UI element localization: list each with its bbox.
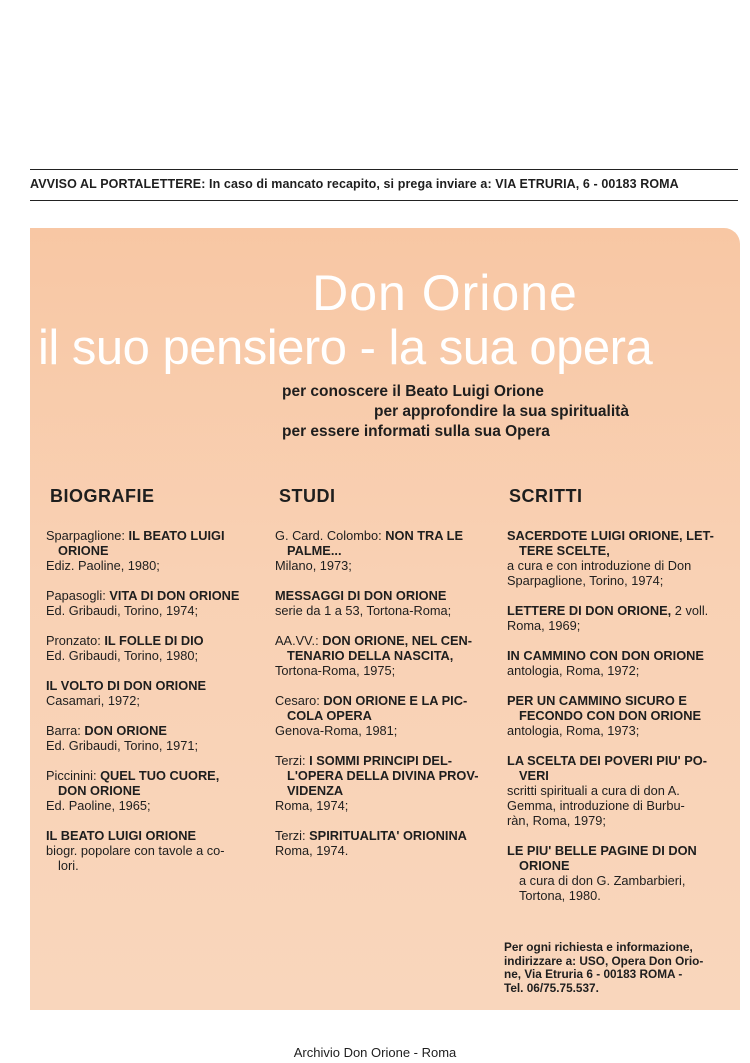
list-item: PER UN CAMMINO SICURO E FECONDO CON DON ORIONE antologia, Roma, 1973;	[507, 693, 702, 738]
tagline-2: per approfondire la sua spiritualità	[374, 403, 629, 420]
list-item: LA SCELTA DEI POVERI PIU' PO- VERI scritti spirituali a cura di don A. Gemma, introduzione di Burbu- ràn, Roma, 1979;	[507, 753, 707, 828]
list-item: IN CAMMINO CON DON ORIONE antologia, Roma, 1972;	[507, 648, 704, 678]
list-item: Terzi: I SOMMI PRINCIPI DEL- L'OPERA DELLA DIVINA PROV- VIDENZA Roma, 1974;	[275, 753, 479, 813]
biografie-column	[46, 528, 258, 888]
tagline-1: per conoscere il Beato Luigi Orione	[282, 383, 544, 400]
list-item: LETTERE DI DON ORIONE, 2 voll. Roma, 1969;	[507, 603, 709, 633]
list-item: Cesaro: DON ORIONE E LA PIC- COLA OPERA Genova-Roma, 1981;	[275, 693, 468, 738]
list-item: IL VOLTO DI DON ORIONE Casamari, 1972;	[46, 678, 206, 708]
scritti-column	[507, 528, 719, 918]
main-title: Don Orione	[312, 265, 578, 321]
studi-column	[275, 528, 487, 873]
postal-notice: AVVISO AL PORTALETTERE: In caso di mancato recapito, si prega inviare a: VIA ETRURIA, 6 - 00183 ROMA	[30, 177, 679, 191]
list-item: SACERDOTE LUIGI ORIONE, LET- TERE SCELTE, a cura e con introduzione di Don Sparpaglione, Torino, 1974;	[507, 528, 714, 588]
archive-footer: Archivio Don Orione - Roma	[293, 1045, 457, 1060]
tagline-3: per essere informati sulla sua Opera	[282, 423, 550, 440]
subtitle: il suo pensiero - la sua opera	[38, 321, 653, 375]
list-item: MESSAGGI DI DON ORIONE serie da 1 a 53, Tortona-Roma;	[275, 588, 452, 618]
heading-scritti: SCRITTI	[509, 486, 583, 506]
list-item: Sparpaglione: IL BEATO LUIGI ORIONE Ediz. Paoline, 1980;	[46, 528, 225, 573]
list-item: AA.VV.: DON ORIONE, NEL CEN- TENARIO DELLA NASCITA, Tortona-Roma, 1975;	[275, 633, 472, 678]
list-item: Pronzato: IL FOLLE DI DIO Ed. Gribaudi, Torino, 1980;	[46, 633, 204, 663]
list-item: Barra: DON ORIONE Ed. Gribaudi, Torino, 1971;	[46, 723, 199, 753]
top-rule	[30, 169, 738, 170]
heading-studi: STUDI	[279, 486, 336, 506]
list-item: Papasogli: VITA DI DON ORIONE Ed. Gribaudi, Torino, 1974;	[46, 588, 240, 618]
list-item: G. Card. Colombo: NON TRA LE PALME... Milano, 1973;	[275, 528, 463, 573]
promo-panel	[30, 228, 740, 1010]
list-item: Piccinini: QUEL TUO CUORE, DON ORIONE Ed. Paoline, 1965;	[46, 768, 220, 813]
list-item: LE PIU' BELLE PAGINE DI DON ORIONE a cura di don G. Zambarbieri, Tortona, 1980.	[507, 843, 697, 903]
heading-biografie: BIOGRAFIE	[50, 486, 155, 506]
list-item: Terzi: SPIRITUALITA' ORIONINA Roma, 1974.	[275, 828, 467, 858]
list-item: IL BEATO LUIGI ORIONE biogr. popolare con tavole a co- lori.	[46, 828, 225, 873]
contact-info: Per ogni richiesta e informazione, indirizzare a: USO, Opera Don Orio- ne, Via Etruria 6 - 00183 ROMA - Tel. 06/75.75.537.	[504, 940, 704, 995]
bottom-rule	[30, 200, 738, 201]
